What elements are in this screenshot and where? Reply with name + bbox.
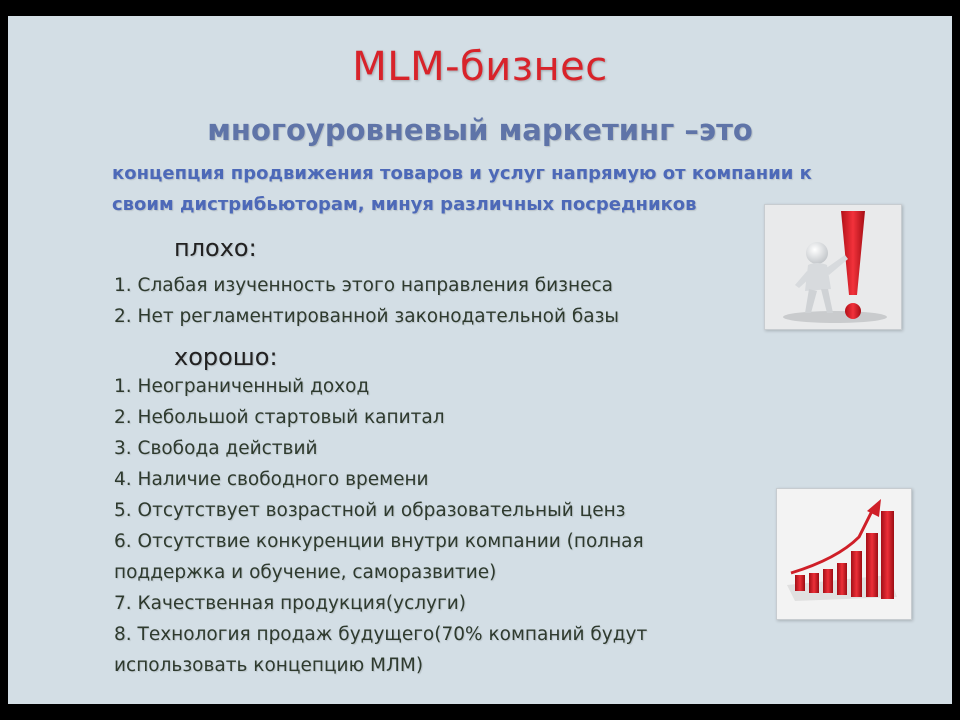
list-item: 5. Отсутствует возрастной и образовательный ценз [114,500,626,521]
list-item: 1. Слабая изученность этого направления бизнеса [114,275,613,296]
list-item: 4. Наличие свободного времени [114,469,429,490]
bad-list [114,270,734,332]
person-with-exclamation-icon [764,204,902,330]
list-item: 3. Свобода действий [114,438,318,459]
list-item: 2. Нет регламентированной законодательной базы [114,306,620,327]
bad-heading: плохо: [174,234,257,262]
list-item: 1. Неограниченный доход [114,376,370,397]
growth-chart-icon [776,488,912,620]
good-list [114,371,734,681]
slide-title: MLM-бизнес [352,44,608,90]
list-item: 7. Качественная продукция(услуги) [114,593,466,614]
slide-subtitle: многоуровневый маркетинг –это [207,113,753,147]
slide [8,16,952,704]
list-item: 6. Отсутствие конкуренции внутри компании (полная поддержка и обучение, саморазвитие) [114,531,644,583]
list-item: 2. Небольшой стартовый капитал [114,407,445,428]
list-item: 8. Технология продаж будущего(70% компаний будут использовать концепцию МЛМ) [114,624,648,676]
definition-text: концепция продвижения товаров и услуг напрямую от компании к своим дистрибьюторам, минуя различных посредников [112,163,812,215]
good-heading: хорошо: [174,343,278,371]
